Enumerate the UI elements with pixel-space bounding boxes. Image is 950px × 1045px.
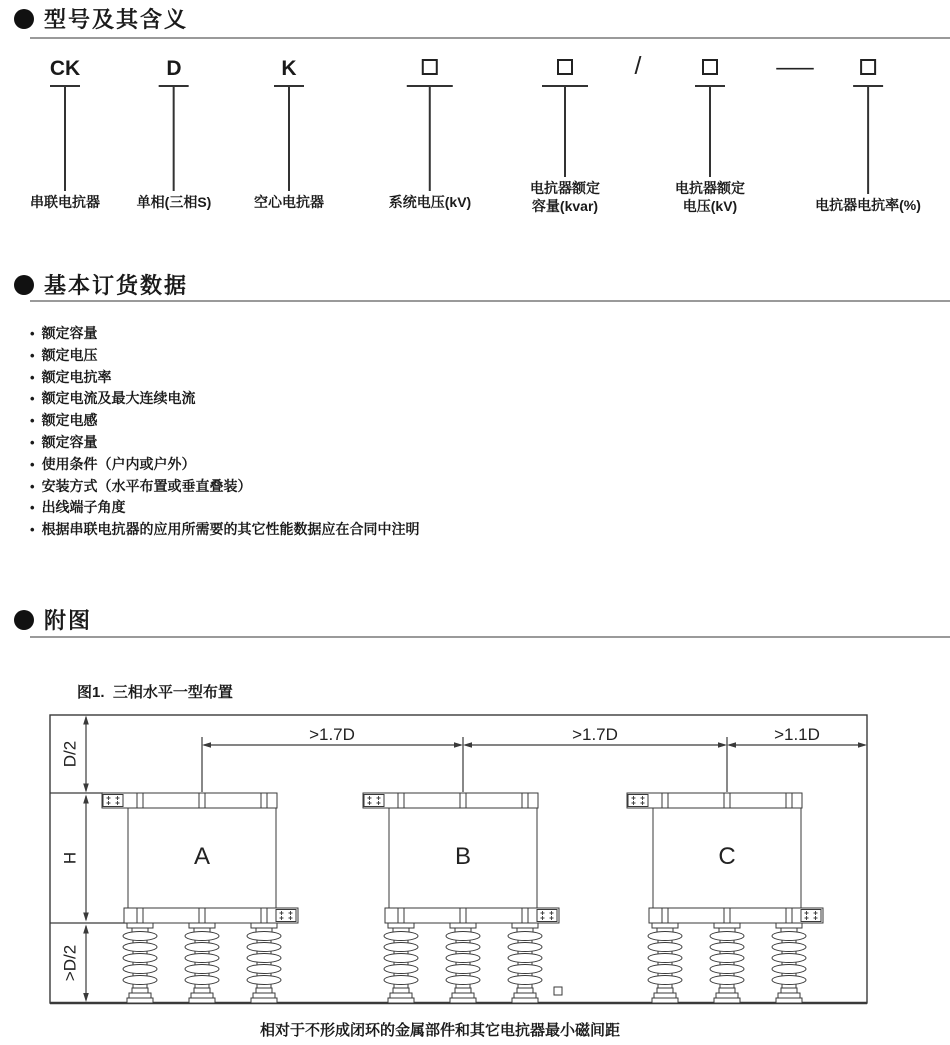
terminal-pad-icon [276, 910, 296, 922]
model-code-label: 单相(三相S) [136, 194, 212, 210]
list-item: • 根据串联电抗器的应用所需要的其它性能数据应在合同中注明 [30, 519, 420, 541]
pointer-line [709, 87, 711, 177]
model-code-label: 串联电抗器 [30, 194, 100, 210]
placeholder-box-icon [702, 59, 718, 75]
reactor-label: B [454, 843, 472, 870]
model-code-text: K [281, 57, 297, 80]
terminal-pad-icon [628, 795, 648, 807]
figure-footnote: 相对于不形成闭环的金属部件和其它电抗器最小磁间距 [259, 1022, 620, 1039]
reference-square-icon [554, 987, 562, 995]
placeholder-box-icon [557, 59, 573, 75]
terminal-pad-icon [364, 795, 384, 807]
section-title-model: 型号及其含义 [44, 7, 189, 32]
section-header-ordering [14, 269, 188, 300]
list-item: • 额定电抗率 [30, 367, 420, 389]
section-bullet-icon [14, 275, 34, 295]
section-title-figure: 附图 [44, 608, 93, 633]
pointer-line [429, 87, 431, 191]
insulator-icon [772, 923, 806, 1003]
top-flange [363, 793, 538, 808]
model-code-col-capacity [530, 53, 600, 215]
model-code-label: 电抗器电抗率(%) [815, 197, 921, 213]
model-code-col-voltage [675, 53, 745, 215]
pointer-line [867, 87, 869, 194]
dim-label-cwall: >1.1D [774, 725, 820, 744]
dash-separator: — [776, 53, 814, 81]
model-code-col-ck [30, 53, 100, 211]
terminal-pad-icon [103, 795, 123, 807]
pointer-line [288, 87, 290, 191]
reactor-c [627, 793, 823, 1003]
pointer-line [564, 87, 566, 177]
list-item: • 额定容量 [30, 323, 420, 345]
model-code-col-d [137, 53, 212, 211]
dim-label-bc: >1.7D [572, 725, 618, 744]
model-code-label: 空心电抗器 [254, 194, 324, 210]
section-header-model [14, 3, 188, 34]
placeholder-box-icon [422, 59, 438, 75]
insulator-icon [710, 923, 744, 1003]
top-flange [627, 793, 802, 808]
insulator-icon [247, 923, 281, 1003]
pointer-line [64, 87, 66, 191]
list-item: • 额定电感 [30, 410, 420, 432]
section-rule [30, 37, 950, 39]
list-item: • 额定电流及最大连续电流 [30, 388, 420, 410]
insulator-icon [508, 923, 542, 1003]
list-item: • 额定电压 [30, 345, 420, 367]
terminal-pad-icon [537, 910, 557, 922]
reactor-label: A [193, 843, 211, 870]
dim-label-ab: >1.7D [309, 725, 355, 744]
model-code-label: 电抗器额定 电压(kV) [675, 180, 745, 214]
dim-label-d2-top: D/2 [60, 740, 80, 768]
top-dimension-lines [202, 737, 865, 792]
dim-label-h: H [60, 851, 80, 865]
terminal-pad-icon [801, 910, 821, 922]
list-item: • 使用条件（户内或户外） [30, 454, 420, 476]
reactor-a [102, 793, 298, 1003]
insulator-icon [446, 923, 480, 1003]
model-code-text: CK [49, 57, 81, 80]
section-title-ordering: 基本订货数据 [44, 273, 189, 298]
section-header-figure [14, 604, 92, 635]
model-code-text: D [166, 57, 182, 80]
model-code-label: 电抗器额定 容量(kvar) [530, 180, 600, 214]
bottom-flange [649, 908, 823, 923]
top-flange [102, 793, 277, 808]
insulator-icon [384, 923, 418, 1003]
placeholder-box-icon [860, 59, 876, 75]
list-item: • 出线端子角度 [30, 497, 420, 519]
list-item: • 安装方式（水平布置或垂直叠装） [30, 476, 420, 498]
model-code-col-sysvolt [389, 53, 471, 211]
insulator-icon [648, 923, 682, 1003]
section-rule [30, 300, 950, 302]
section-bullet-icon [14, 9, 34, 29]
pointer-line [173, 87, 175, 191]
bottom-flange [385, 908, 559, 923]
model-code-col-k [254, 53, 324, 211]
ordering-data-list [30, 323, 420, 541]
insulator-icon [185, 923, 219, 1003]
slash-separator: / [634, 52, 642, 80]
reactor-b [363, 793, 559, 1003]
section-bullet-icon [14, 610, 34, 630]
bottom-flange [124, 908, 298, 923]
dim-label-d2-bottom: >D/2 [60, 944, 80, 982]
figure-drawing [0, 700, 950, 1030]
figure-caption: 图1. 三相水平一型布置 [77, 684, 233, 701]
section-rule [30, 636, 950, 638]
list-item: • 额定容量 [30, 432, 420, 454]
insulator-icon [123, 923, 157, 1003]
model-code-label: 系统电压(kV) [388, 194, 472, 210]
model-code-col-reactance [815, 53, 921, 214]
reactor-label: C [718, 843, 736, 870]
